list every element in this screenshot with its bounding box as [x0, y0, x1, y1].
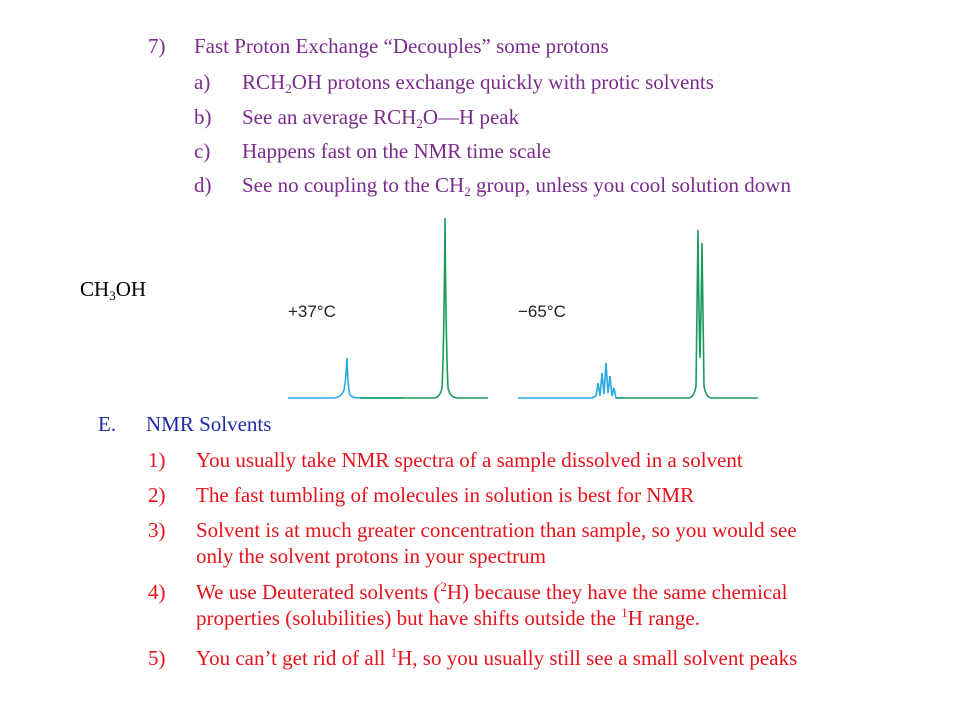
item-e5-marker: 5)	[148, 646, 166, 670]
item-7c-marker: c)	[194, 139, 211, 163]
item-7c-text: Happens fast on the NMR time scale	[242, 139, 552, 163]
ch3-singlet-peak	[360, 218, 488, 398]
item-7a-marker: a)	[194, 70, 211, 94]
section-7-number: 7)	[148, 34, 166, 58]
item-e3-marker: 3)	[148, 518, 166, 542]
item-7b-marker: b)	[194, 105, 212, 129]
spectrum-minus65c	[518, 230, 758, 398]
nmr-spectra-figure	[278, 208, 778, 408]
section-7-title: Fast Proton Exchange “Decouples” some protons	[194, 34, 609, 58]
item-e1-text: You usually take NMR spectra of a sample dissolved in a solvent	[196, 448, 743, 472]
item-e2-text: The fast tumbling of molecules in solution is best for NMR	[196, 483, 695, 507]
item-e4-line2: properties (solubilities) but have shifts outside the $^1$H range.	[196, 605, 700, 630]
oh-singlet-peak	[288, 358, 403, 398]
item-e2-marker: 2)	[148, 483, 166, 507]
item-7d-marker: d)	[194, 173, 212, 197]
item-7a-text: $RCH_2OH$ protons exchange quickly with protic solvents	[242, 70, 714, 96]
spectrum-37c	[288, 218, 488, 398]
section-e-title: NMR Solvents	[146, 412, 272, 436]
item-e3-line2: only the solvent protons in your spectrum	[196, 544, 546, 568]
compound-label: $CH_3OH$	[80, 277, 147, 303]
item-7d-text: See no coupling to the $CH_2$ group, unless you cool solution down	[242, 173, 791, 199]
item-e5-text: You can’t get rid of all $^1$H, so you usually still see a small solvent peaks	[196, 645, 798, 670]
section-e-marker: E.	[98, 412, 117, 436]
oh-quartet-peak	[518, 363, 623, 398]
temp-label-37c: +37°C	[288, 302, 336, 321]
item-e1-marker: 1)	[148, 448, 166, 472]
item-7b-text: See an average $RCH_2O—H$ peak	[242, 105, 520, 131]
item-e3-line1: Solvent is at much greater concentration than sample, so you would see	[196, 518, 797, 542]
item-e4-line1: We use Deuterated solvents ($^2$H) because they have the same chemical	[196, 579, 788, 604]
ch3-doublet-peak	[616, 230, 758, 398]
item-e4-marker: 4)	[148, 580, 166, 604]
temp-label-minus65c: −65°C	[518, 302, 566, 321]
